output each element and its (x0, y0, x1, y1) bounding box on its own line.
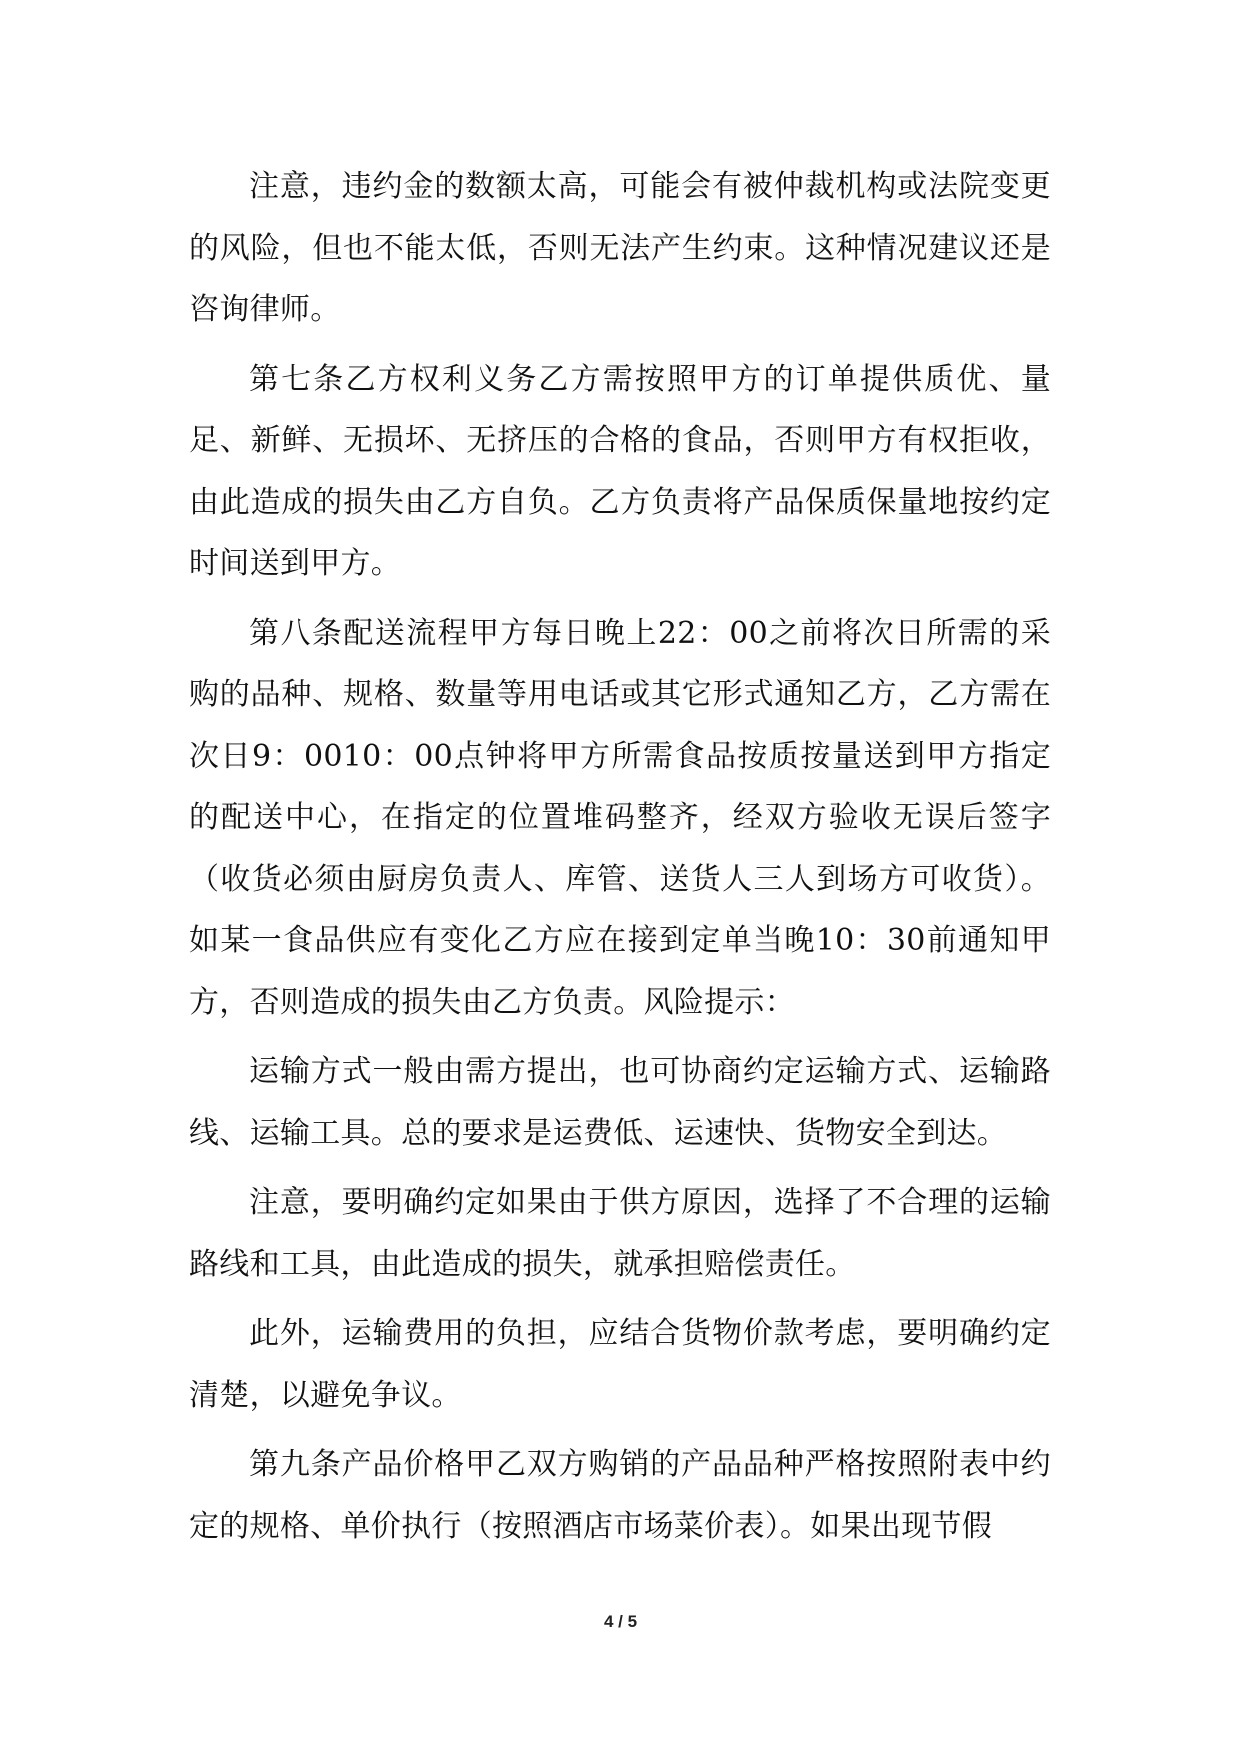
paragraph-liquidated-damages-note: 注意，违约金的数额太高，可能会有被仲裁机构或法院变更的风险，但也不能太低，否则无法产生约束。这种情况建议还是咨询律师。 (189, 169, 1051, 327)
paragraph-article-8: 第八条配送流程甲方每日晚上22：00之前将次日所需的采购的品种、规格、数量等用电话或其它形式通知乙方，乙方需在次日9：0010：00点钟将甲方所需食品按质按量送到甲方指定的配送中心，在指定的位置堆码整齐，经双方验收无误后签字（收货必须由厨房负责人、库管、送货人三人到场方可收货）。如某一食品供应有变化乙方应在接到定单当晚10：30前通知甲方，否则造成的损失由乙方负责。风险提示： (189, 615, 1051, 1020)
paragraph-transport-method: 运输方式一般由需方提出，也可协商约定运输方式、运输路线、运输工具。总的要求是运费低、运速快、货物安全到达。 (189, 1054, 1051, 1151)
page-number: 4 / 5 (603, 1612, 638, 1631)
paragraph-transport-cost: 此外，运输费用的负担，应结合货物价款考虑，要明确约定清楚，以避免争议。 (189, 1316, 1051, 1413)
paragraph-transport-note: 注意，要明确约定如果由于供方原因，选择了不合理的运输路线和工具，由此造成的损失，就承担赔偿责任。 (189, 1185, 1051, 1282)
paragraph-article-7: 第七条乙方权利义务乙方需按照甲方的订单提供质优、量足、新鲜、无损坏、无挤压的合格的食品，否则甲方有权拒收，由此造成的损失由乙方自负。乙方负责将产品保质保量地按约定时间送到甲方。 (189, 361, 1051, 581)
document-body (189, 156, 1051, 1565)
paragraph-article-9: 第九条产品价格甲乙双方购销的产品品种严格按照附表中约定的规格、单价执行（按照酒店市场菜价表）。如果出现节假 (189, 1447, 1051, 1544)
